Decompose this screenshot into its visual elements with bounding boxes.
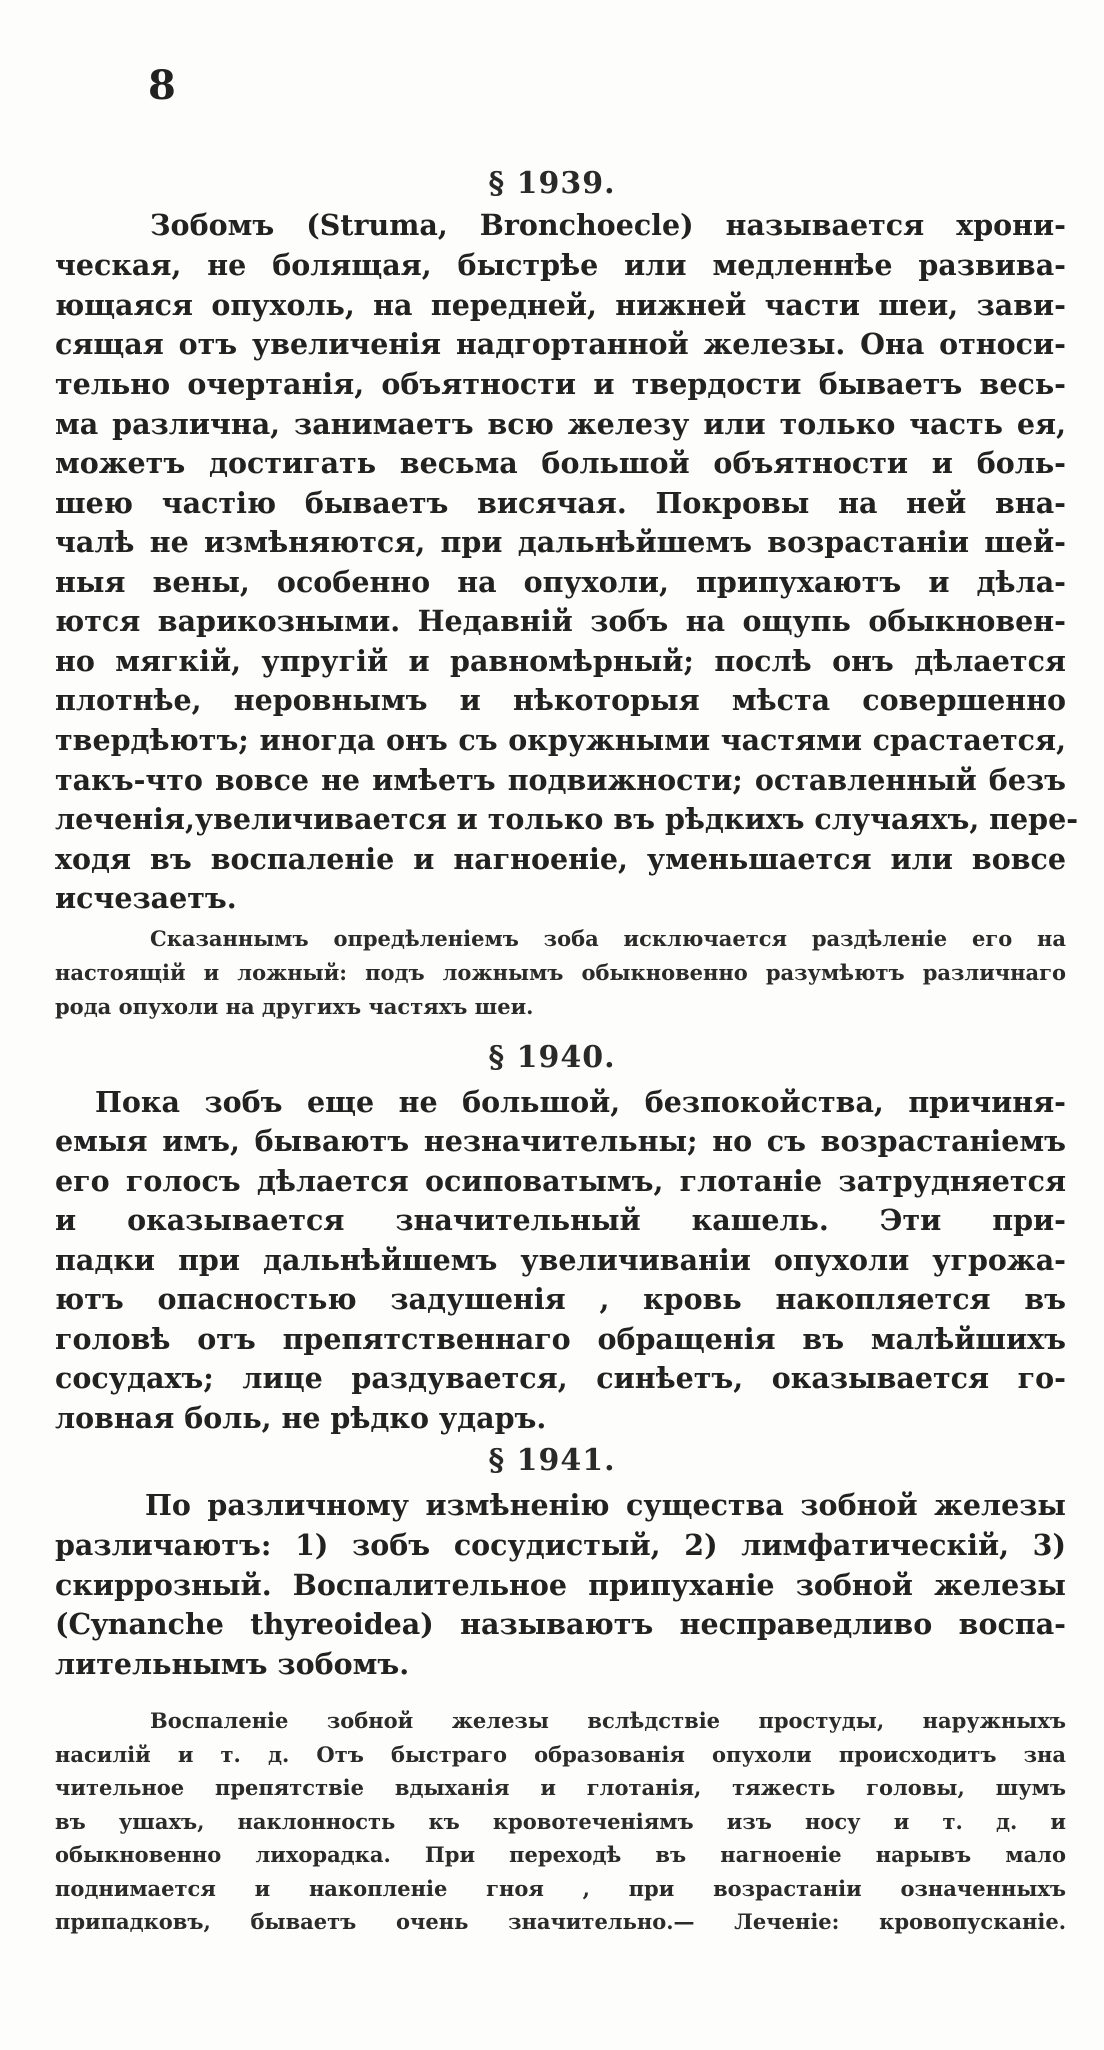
paragraph-line: ющаяся опухоль, на передней, нижней части шеи, зави-: [55, 288, 1066, 322]
section-heading-1939: § 1939.: [488, 166, 616, 201]
paragraph-line: (Cynanche thyreoidea) называютъ несправедливо воспа-: [55, 1607, 1066, 1641]
footnote-line: Сказаннымъ опредѣленіемъ зоба исключается раздѣленіе его на: [150, 926, 1066, 951]
footnote-line: въ ушахъ, наклонность къ кровотеченіямъ изъ носу и т. д. и: [55, 1809, 1066, 1834]
footnote-line: обыкновенно лихорадка. При переходѣ въ нагноеніе нарывъ мало: [55, 1842, 1066, 1867]
paragraph-line: лительнымъ зобомъ.: [55, 1647, 410, 1681]
footnote-line: поднимается и накопленіе гноя , при возрастаніи означенныхъ: [55, 1876, 1066, 1901]
paragraph-line: падки при дальнѣйшемъ увеличиваніи опухоли угрожа-: [55, 1243, 1066, 1277]
paragraph-line: его голосъ дѣлается осиповатымъ, глотаніе затрудняется: [55, 1164, 1066, 1198]
paragraph-line: емыя имъ, бываютъ незначительны; но съ возрастаніемъ: [55, 1124, 1066, 1158]
footnote-line: насилій и т. д. Отъ быстраго образованія опухоли происходитъ зна: [55, 1742, 1066, 1767]
paragraph-line: но мягкій, упругій и равномѣрный; послѣ онъ дѣлается: [55, 644, 1066, 678]
paragraph-line: ма различна, занимаетъ всю железу или только часть ея,: [55, 407, 1066, 441]
paragraph-line: По различному измѣненію существа зобной железы: [145, 1488, 1066, 1522]
section-heading-1940: § 1940.: [488, 1040, 616, 1075]
footnote-line: Воспаленіе зобной железы вслѣдствіе простуды, наружныхъ: [150, 1708, 1066, 1733]
section-heading-1941: § 1941.: [488, 1443, 616, 1478]
paragraph-line: ческая, не болящая, быстрѣе или медленнѣе развива-: [55, 248, 1066, 282]
paragraph-line: такъ-что вовсе не имѣетъ подвижности; оставленный безъ: [55, 763, 1066, 797]
paragraph-line: Зобомъ (Struma, Bronchoecle) называется хрони-: [150, 208, 1066, 242]
paragraph-line: шею частію бываетъ висячая. Покровы на ней вна-: [55, 486, 1066, 520]
page-number: 8: [148, 62, 176, 109]
footnote-line: чительное препятствіе вдыханія и глотанія, тяжесть головы, шумъ: [55, 1775, 1066, 1800]
paragraph-line: плотнѣе, неровнымъ и нѣкоторыя мѣста совершенно: [55, 683, 1066, 717]
paragraph-line: леченія,увеличивается и только въ рѣдкихъ случаяхъ, пере-: [55, 802, 1079, 836]
paragraph-line: можетъ достигать весьма большой объятности и боль-: [55, 446, 1066, 480]
paragraph-line: и оказывается значительный кашель. Эти при-: [55, 1203, 1066, 1237]
paragraph-line: скиррозный. Воспалительное припуханіе зобной железы: [55, 1568, 1066, 1602]
footnote-line: рода опухоли на другихъ частяхъ шеи.: [55, 994, 534, 1019]
paragraph-line: различаютъ: 1) зобъ сосудистый, 2) лимфатическій, 3): [55, 1528, 1066, 1562]
paragraph-line: головѣ отъ препятственнаго обращенія въ малѣйшихъ: [55, 1322, 1066, 1356]
paragraph-line: чалѣ не измѣняются, при дальнѣйшемъ возрастаніи шей-: [55, 525, 1066, 559]
paragraph-line: сящая отъ увеличенія надгортанной железы. Она относи-: [55, 327, 1066, 361]
footnote-line: припадковъ, бываетъ очень значительно.— Леченіе: кровопусканіе.: [55, 1909, 1066, 1934]
paragraph-line: исчезаетъ.: [55, 881, 237, 915]
paragraph-line: ныя вены, особенно на опухоли, припухаютъ и дѣла-: [55, 565, 1066, 599]
paragraph-line: тельно очертанія, объятности и твердости бываетъ весь-: [55, 367, 1066, 401]
paragraph-line: ходя въ воспаленіе и нагноеніе, уменьшается или вовсе: [55, 842, 1066, 876]
paragraph-line: ются варикозными. Недавній зобъ на ощупь обыкновен-: [55, 604, 1066, 638]
paragraph-line: ловная боль, не рѣдко ударъ.: [55, 1401, 547, 1435]
paragraph-line: Пока зобъ еще не большой, безпокойства, причиня-: [95, 1085, 1066, 1119]
footnote-line: настоящій и ложный: подъ ложнымъ обыкновенно разумѣютъ различнаго: [55, 960, 1066, 985]
paragraph-line: твердѣютъ; иногда онъ съ окружными частями срастается,: [55, 723, 1066, 757]
paragraph-line: сосудахъ; лице раздувается, синѣетъ, оказывается го-: [55, 1361, 1066, 1395]
paragraph-line: ютъ опасностью задушенія , кровь накопляется въ: [55, 1282, 1066, 1316]
